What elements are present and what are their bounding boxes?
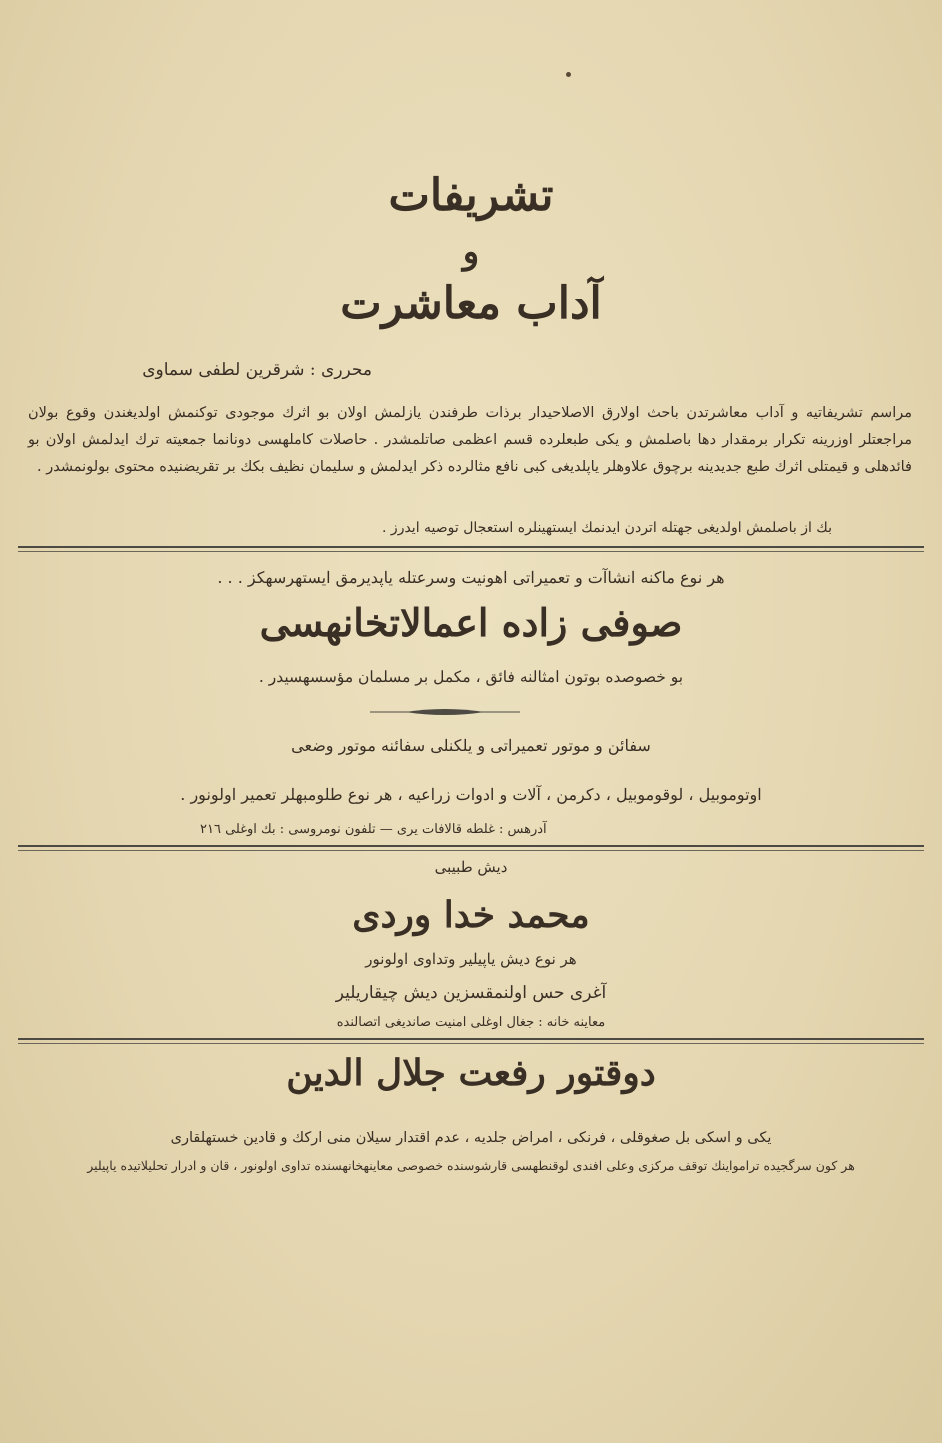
ornament-divider (370, 706, 520, 718)
ad1-subtitle: بو خصوصده بوتون امثالنه فائق ، مكمل بر مسلمان مؤسسهسیدر . (258, 668, 684, 686)
ink-spot (566, 72, 571, 77)
divider (18, 845, 924, 847)
ad2-address: آدرهس : غلطه قالافات یری — تلفون نومروسی : بك اوغلی ٢١٦ (200, 822, 547, 837)
intro-paragraph: مراسم تشریفاتیه و آداب معاشرتدن باحث اولارق الاصلاحیدار برذات طرفندن یازلمش اولان بو اثرك موجودی توكنمش اولدیغندن وقوع بولان مراجعتلر اوزرینه تكرار برمقدار دها باصلمش و یكی طبعلرده قسم اعظمی صاتلمشدر . حاصلات كاملهسی دونانما جمعیته ترك ایدلمش اولان بو فائدهلی و قیمتلی اثرك طبع جدیدینه برچوق علاوهلر یاپلدیغی كبی نافع مثالرده ذكر ایدلمش و سلیمان نظیف بكك بر تقریضنیده محتوی بولونمشدر . (28, 405, 912, 475)
divider (18, 551, 924, 552)
ad3-line1: هر نوع دیش یاپیلیر وتداوی اولونور (365, 950, 577, 968)
ad1-intro: هر نوع ماكنه انشاآت و تعمیراتی اهونیت وسرعتله یاپدیرمق ایستهرسهكز . . . (217, 568, 725, 587)
ad2-line1: سفائن و موتور تعمیراتی و یلكنلی سفائنه موتور وضعی (291, 736, 651, 755)
ad4-line1: یكی و اسكی بل صغوقلی ، فرنكی ، امراض جلدیه ، عدم اقتدار سیلان منی اركك و قادین خستهلقاری (170, 1130, 772, 1146)
ad3-line2: آغری حس اولنمقسزین دیش چیقاریلیر (335, 983, 607, 1003)
divider (18, 1043, 924, 1044)
ad4-doctor-name: دوقتور رفعت جلال الدین (286, 1052, 656, 1094)
intro-last-line: بك از باصلمش اولدیغی جهتله اتردن ایدنمك ایستهینلره استعجال توصیه ایدرز . (382, 520, 832, 536)
ad3-doctor-name: محمد خدا وردی (352, 894, 590, 936)
author-line: محرری : شرقرین لطفی سماوی (142, 360, 372, 380)
book-title: تشریفات (388, 170, 554, 221)
divider (18, 546, 924, 548)
divider (18, 850, 924, 851)
ad2-line2: اوتوموبیل ، لوقوموبیل ، دكرمن ، آلات و ادوات زراعیه ، هر نوع طلومبهلر تعمیر اولونور . (180, 785, 762, 804)
ad4-line2: هر كون سرگجیده ترامواینك توقف مركزی وعلی افندی لوقنطهسی قارشوسنده خصوصی معاینهخانهسنده تداوی اولونور ، قان و ادرار تحلیلاتیده یاپیلیر (87, 1158, 855, 1173)
ad3-line3: معاینه خانه : جغال اوغلی امنیت صاندیغی اتصالنده (336, 1015, 606, 1030)
book-subtitle: آداب معاشرت (340, 278, 602, 329)
book-conjunction: و (462, 232, 480, 272)
ad1-company-name: صوفی زاده اعمالاتخانهسی (259, 600, 683, 645)
divider (18, 1038, 924, 1040)
ad3-label: دیش طبیبی (434, 858, 508, 876)
